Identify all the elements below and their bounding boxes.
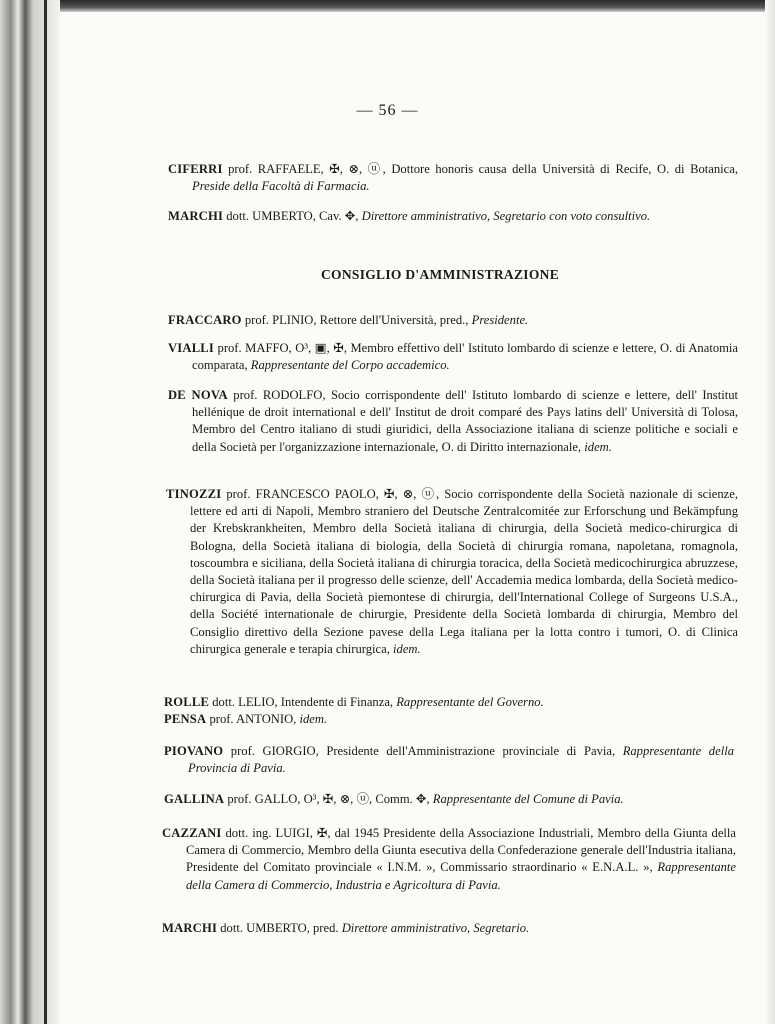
entry-piovano	[164, 743, 734, 777]
entry-name: VIALLI	[168, 341, 214, 355]
entry-text: prof. RODOLFO, Socio corrispondente dell' Istituto lombardo di scienze e lettere, dell' Institut hellénique de droit international e dell' Institut de droit comparé des Pays latins dell' Università di Tolosa, Membro del Centro italiano di studi giuridici, della Associazione italiana di scienze politiche e sociali e della Società per l'organizzazione internazionale, O. di Diritto internazionale,	[192, 388, 739, 454]
entry-role: Rappresentante della Provincia di Pavia.	[188, 744, 734, 776]
entry-text: prof. RAFFAELE, ✠, ⊗, ⓤ, Dottore honoris causa della Università di Recife, O. di Botanica,	[228, 162, 738, 176]
entry-text: dott. UMBERTO, pred.	[220, 921, 339, 935]
entry-name: MARCHI	[162, 921, 218, 935]
entry-name: PENSA	[164, 712, 207, 726]
page-number: — 56 —	[356, 102, 419, 119]
scan-top-edge	[0, 0, 775, 12]
entry-text: prof. ANTONIO,	[209, 712, 297, 726]
entry-name: CAZZANI	[162, 826, 222, 840]
entry-marchi-secretary	[162, 920, 746, 937]
entry-text: prof. MAFFO, O³, ▣, ✠, Membro effettivo dell' Istituto lombardo di scienze e lettere, O. di Anatomia comparata,	[192, 341, 738, 373]
entry-tinozzi	[166, 486, 738, 658]
entry-marchi-top	[168, 208, 752, 225]
entry-text: prof. PLINIO, Rettore dell'Università, pred.,	[244, 313, 469, 327]
entry-name: PIOVANO	[164, 744, 224, 758]
entry-name: DE NOVA	[168, 388, 228, 402]
entry-name: GALLINA	[164, 792, 225, 806]
entry-role: Direttore amministrativo, Segretario con voto consultivo.	[361, 209, 651, 223]
entry-role: Rappresentante del Governo.	[396, 695, 544, 709]
entry-role: Direttore amministrativo, Segretario.	[341, 921, 530, 935]
entry-pensa	[164, 711, 748, 728]
entry-text: prof. GALLO, O³, ✠, ⊗, ⓤ, Comm. ✥,	[227, 792, 430, 806]
gutter-fold-line	[44, 0, 47, 1024]
book-gutter	[0, 0, 60, 1024]
entry-text: dott. UMBERTO, Cav. ✥,	[226, 209, 359, 223]
entry-role: idem.	[299, 712, 328, 726]
entry-role: idem.	[584, 439, 612, 454]
entry-name: ROLLE	[164, 695, 210, 709]
section-heading: CONSIGLIO D'AMMINISTRAZIONE	[320, 267, 559, 282]
entry-vialli	[168, 340, 738, 374]
page-right-edge	[765, 0, 775, 1024]
entry-text: prof. FRANCESCO PAOLO, ✠, ⊗, ⓤ, Socio corrispondente della Società nazionale di scienze, lettere ed arti di Napoli, Membro straniero del Deutsche Zentralcomitée zur Erforschung und Bekämpfung der Krebskrankheiten, Membro della Società italiana di chirurgia, della Società medico-chirurgica di Bologna, della Società italiana di biologia, della Società di chirurgia romana, napoletana, romagnola, toscoumbra e siciliana, della Società italiana di chirurgia toracica, della Società medicochirurgica abruzzese, della Società italiana per il progresso delle scienze, dell' Accademia medica lombarda, della Società medico-chirurgica di Pavia, della Società piemontese di chirurgia, dell'International College of Surgeons U.S.A., della Société internationale de chirurgie, Presidente della Società lombarda di chirurgia, Membro del Consiglio direttivo della Sezione pavese della Lega italiana per la lotta contro i tumori, O. di Clinica chirurgica generale e terapia chirurgica,	[190, 487, 738, 656]
entry-name: CIFERRI	[168, 162, 223, 176]
entry-de-nova	[168, 387, 738, 456]
entry-rolle	[164, 694, 748, 711]
entry-role: idem.	[393, 641, 421, 656]
entry-fraccaro	[168, 312, 742, 329]
entry-name: FRACCARO	[168, 313, 242, 327]
entry-text: prof. GIORGIO, Presidente dell'Amministrazione provinciale di Pavia,	[230, 744, 616, 758]
entry-role: Presidente.	[471, 313, 529, 327]
entry-role: Rappresentante del Comune di Pavia.	[432, 792, 624, 806]
entry-text: dott. ing. LUIGI, ✠, dal 1945 Presidente della Associazione Industriali, Membro della Giunta della Camera di Commercio, Membro della Giunta esecutiva della Confederazione generale dell'Industria italiana, Presidente del Comitato provinciale « I.N.M. », Commissario straordinario « E.N.A.L. »,	[186, 826, 736, 875]
entry-text: dott. LELIO, Intendente di Finanza,	[212, 695, 394, 709]
entry-name: MARCHI	[168, 209, 224, 223]
entry-cazzani	[162, 825, 736, 894]
entry-ciferri	[168, 161, 738, 195]
entry-role: Preside della Facoltà di Farmacia.	[192, 179, 370, 194]
entry-role: Rappresentante del Corpo accademico.	[250, 358, 450, 373]
entry-name: TINOZZI	[166, 487, 222, 501]
entry-gallina	[164, 791, 748, 808]
entry-role: Rappresentante della Camera di Commercio, Industria e Agricoltura di Pavia.	[186, 860, 736, 892]
